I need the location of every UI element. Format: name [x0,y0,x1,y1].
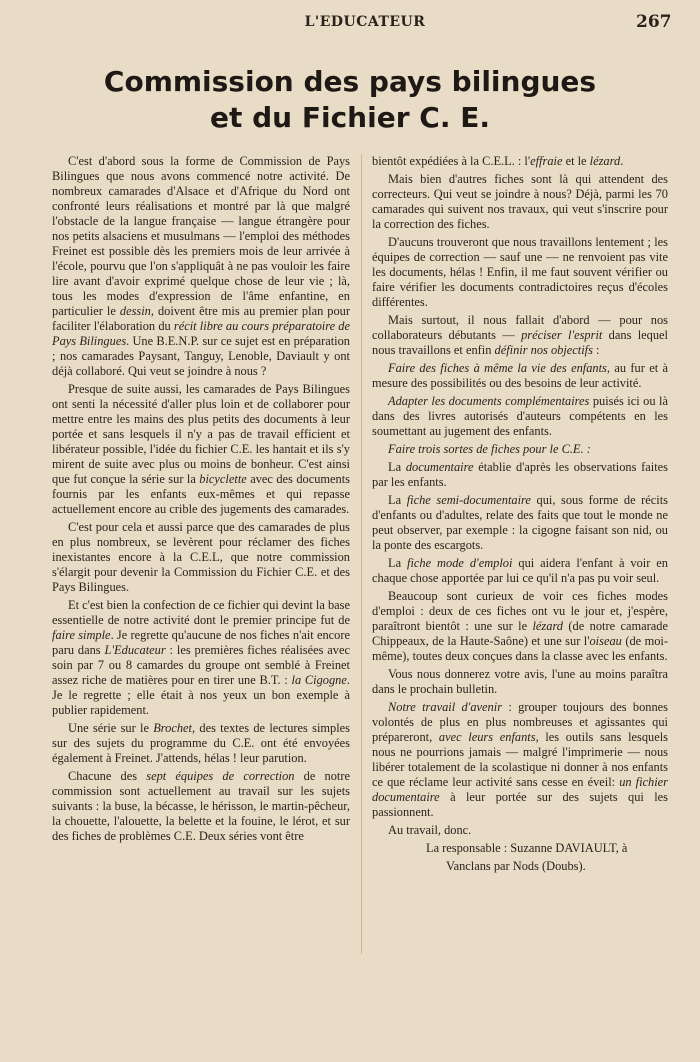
paragraph: Mais bien d'autres fiches sont là qui attendent des correcteurs. Qui veut se joindre à nous? Déjà, parmi les 70 camarades qui suivent nos travaux, qui veut s'inscrire pour la correction des fiches. [372,172,668,231]
paragraph: Faire des fiches à même la vie des enfants, au fur et à mesure des possibilités ou des besoins de leur activité. [372,361,669,390]
paragraph: bientôt expédiées à la C.E.L. : l'effraie et le lézard. [372,154,624,168]
paragraph: La fiche semi-documentaire qui, sous forme de récits d'enfants ou d'adultes, relate des faits que tout le monde ne peut observer, par exemple : la cigogne faisant son nid, ou la ponte des escargots. [372,493,669,552]
paragraph: C'est pour cela et aussi parce que des camarades de plus en plus nombreux, se levèrent pour réclamer des fiches inexistantes encore à la C.E.L, que notre commission s'élargit pour devenir la Commission du Fichier C.E. et des Pays Bilingues. [52,520,350,594]
right-column [372,154,668,877]
paragraph: Une série sur le Brochet, des textes de lectures simples sur des sujets du programme du C.E. ont été envoyées également à Freinet. J'attends, hélas ! leur parution. [52,721,350,765]
column-divider [361,154,362,954]
page-number: 267 [636,12,672,32]
article-title-line-1: Commission des pays bilingues [103,65,597,98]
paragraph: Vous nous donnerez votre avis, l'une au moins paraîtra dans le prochain bulletin. [372,667,668,696]
left-column [52,154,350,847]
paragraph: Presque de suite aussi, les camarades de Pays Bilingues ont senti la nécessité d'aller plus loin et de collaborer pour mettre entre les mains des plus petits des documents à leur portée et sans lesquels il n'y a pas de travail efficient et libérateur possible, l'idée du fichier C.E. les hantait et ils s'y mirent de suite avec plus ou moins de bonheur. C'est ainsi que fut conçue la série sur la bicyclette avec des documents fournis par les enfants eux-mêmes et qui repasse actuellement encore au crible des jugements des camarades. [52,382,351,516]
paragraph: Faire trois sortes de fiches pour le C.E. : [388,442,591,456]
signature-line-1: La responsable : Suzanne DAVIAULT, à [426,841,628,855]
paragraph: Adapter les documents complémentaires puisés ici ou là dans des livres autorisés d'auteurs compétents en les soumettant au jugement des enfants. [372,394,668,438]
paragraph: Beaucoup sont curieux de voir ces fiches modes d'emploi : deux de ces fiches ont vu le jour et, j'espère, paraîtront bientôt : une sur le lézard (de notre camarade Chippeaux, de la Haute-Saône) et une sur l'oiseau (de moi-même), toutes deux conçues dans la classe avec les enfants. [372,589,669,663]
article-title-line-2: et du Fichier C. E. [210,101,490,134]
signature-line-2: Vanclans par Nods (Doubs). [446,859,586,873]
paragraph: C'est d'abord sous la forme de Commission de Pays Bilingues que nous avons commencé notre activité. De nombreux camarades d'Alsace et d'Afrique du Nord ont confronté leurs réalisations et montré par là que malgré l'obstacle de la langue française — langue étrangère pour nos petits alsaciens et musulmans — l'emploi des méthodes Freinet est possible dès les premiers mois de leur arrivée à l'école, pourvu que l'on s'appliquât à ne pas vouloir les faire lire avant d'avoir exprimé quelque chose de leur vie ; là, tous les modes d'expression de l'âme enfantine, en particulier le dessin, doivent être mis au premier plan pour faciliter l'élaboration du récit libre au cours préparatoire de Pays Bilingues. Une B.E.N.P. sur ce sujet est en préparation ; nos camarades Paysant, Tanguy, Lenoble, Daviault y ont déjà collaboré. Qui veut se joindre à nous ? [52,154,350,378]
article-title [0,64,700,136]
paragraph: Notre travail d'avenir : grouper toujours des bonnes volontés de plus en plus nombreuses et agissantes qui prépareront, avec leurs enfants, les outils sans lesquels nous ne pourrions jamais — malgré l'imprimerie — nous libérer totalement de la scolastique ni donner à nos enfants ce que réclame leur activité sans cesse en éveil: un fichier documentaire à leur portée sur des sujets qui les passionnent. [372,700,668,819]
paragraph: La documentaire établie d'après les observations faites par les enfants. [372,460,668,489]
paragraph: D'aucuns trouveront que nous travaillons lentement ; les équipes de correction — sauf une — ne renvoient pas vite les documents, hélas ! Enfin, il me faut souvent vérifier ou faire vérifier les documents contradictoires reçus d'écoles différentes. [372,235,668,309]
paragraph: La fiche mode d'emploi qui aidera l'enfant à voir en chaque chose apportée par lui ce qu'il n'a pas pu voir seul. [372,556,668,585]
paragraph: Au travail, donc. [388,823,472,837]
running-head: L'EDUCATEUR [304,14,426,30]
paragraph: Chacune des sept équipes de correction de notre commission sont actuellement au travail sur les sujets suivants : la buse, la bécasse, le hérisson, le martin-pêcheur, la chouette, l'alouette, la belette et la fouine, le lérot, et sur des fiches de problèmes C.E. Deux séries vont être [52,769,350,843]
paragraph: Et c'est bien la confection de ce fichier qui devint la base essentielle de notre activité dont le premier principe fut de faire simple. Je regrette qu'aucune de nos fiches n'ait encore paru dans L'Educateur : les premières fiches réalisées avec soin par 7 ou 8 camardes du groupe ont semblé à Freinet assez riche de matières pour en tirer une B.T. : la Cigogne. Je le regrette ; elle était à nos yeux un bon exemple à publier rapidement. [52,598,350,717]
paragraph: Mais surtout, il nous fallait d'abord — pour nos collaborateurs débutants — préciser l'esprit dans lequel nous travaillons et enfin définir nos objectifs : [372,313,668,357]
